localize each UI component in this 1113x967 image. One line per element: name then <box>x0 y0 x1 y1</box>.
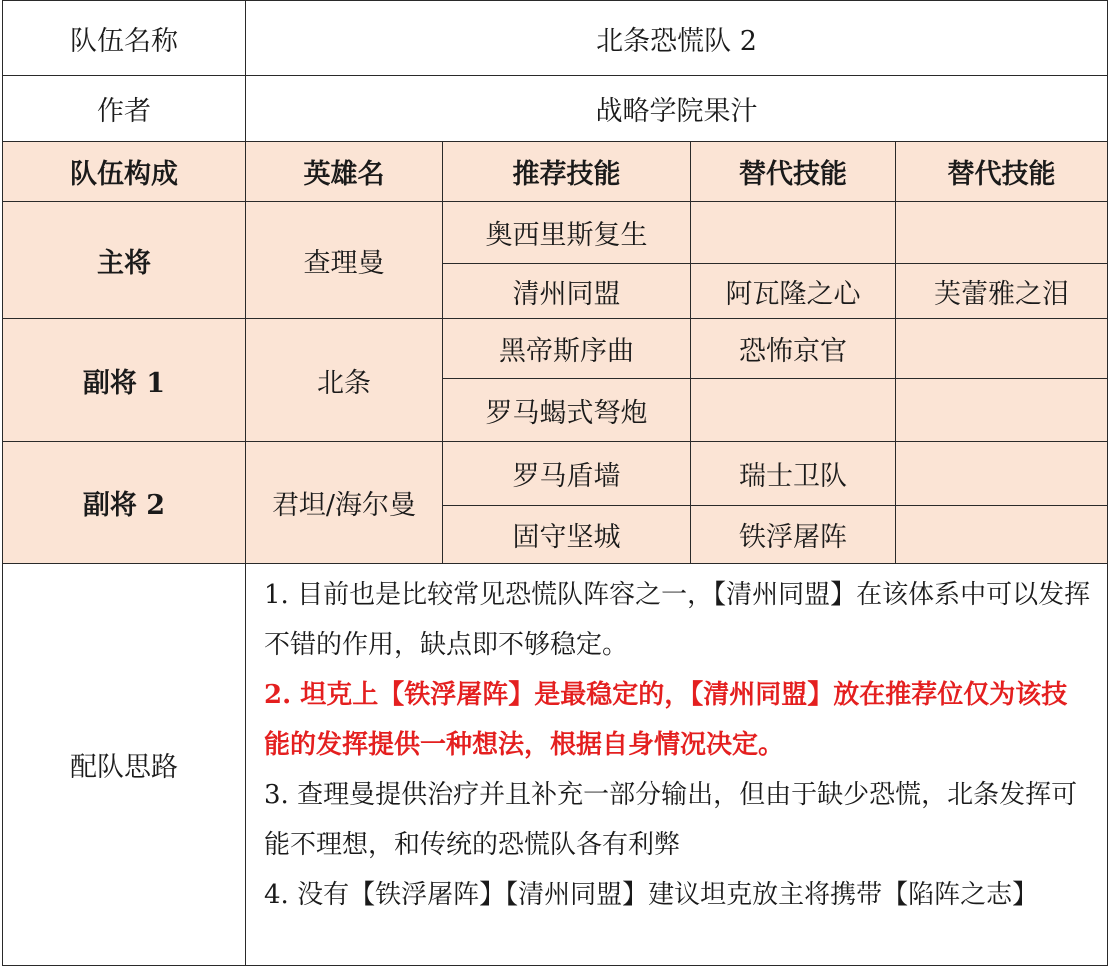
author-label: 作者 <box>3 76 246 142</box>
skill-cell: 铁浮屠阵 <box>691 506 896 564</box>
skill-cell <box>896 379 1108 442</box>
role-cell: 副将 1 <box>3 319 246 442</box>
skill-cell: 恐怖京官 <box>691 319 896 379</box>
skill-cell <box>896 319 1108 379</box>
author-row <box>3 76 1108 142</box>
hero-cell: 君坦/海尔曼 <box>246 442 443 564</box>
skill-cell: 罗马蝎式弩炮 <box>443 379 691 442</box>
header-hero: 英雄名 <box>246 142 443 202</box>
skill-cell <box>691 379 896 442</box>
skill-cell <box>896 506 1108 564</box>
skill-cell: 黑帝斯序曲 <box>443 319 691 379</box>
header-alt-skill-1: 替代技能 <box>691 142 896 202</box>
skill-cell: 奥西里斯复生 <box>443 202 691 264</box>
header-recommended-skill: 推荐技能 <box>443 142 691 202</box>
team-name-value: 北条恐慌队 2 <box>246 1 1108 76</box>
role-cell: 主将 <box>3 202 246 319</box>
table-row <box>3 202 1108 264</box>
skill-cell: 芙蕾雅之泪 <box>896 264 1108 319</box>
team-table <box>2 0 1108 966</box>
team-name-row <box>3 1 1108 76</box>
strategy-label: 配队思路 <box>3 564 246 966</box>
header-alt-skill-2: 替代技能 <box>896 142 1108 202</box>
skill-cell: 阿瓦隆之心 <box>691 264 896 319</box>
note-1: 1. 目前也是比较常见恐慌队阵容之一，【清州同盟】在该体系中可以发挥不错的作用，缺点即不够稳定。 <box>264 580 1091 660</box>
note-2: 2. 坦克上【铁浮屠阵】是最稳定的，【清州同盟】放在推荐位仅为该技能的发挥提供一种想法，根据自身情况决定。 <box>264 680 1068 760</box>
author-value: 战略学院果汁 <box>246 76 1108 142</box>
hero-cell: 查理曼 <box>246 202 443 319</box>
skill-cell <box>691 202 896 264</box>
skill-cell: 罗马盾墙 <box>443 442 691 506</box>
team-name-label: 队伍名称 <box>3 1 246 76</box>
strategy-row <box>3 564 1108 966</box>
note-3: 3. 查理曼提供治疗并且补充一部分输出，但由于缺少恐慌，北条发挥可能不理想，和传统的恐慌队各有利弊 <box>264 780 1078 860</box>
skill-cell: 瑞士卫队 <box>691 442 896 506</box>
skill-cell: 清州同盟 <box>443 264 691 319</box>
note-4: 4. 没有【铁浮屠阵】【清州同盟】建议坦克放主将携带【陷阵之志】 <box>264 880 1039 910</box>
skill-cell <box>896 202 1108 264</box>
skill-cell: 固守坚城 <box>443 506 691 564</box>
table-row <box>3 442 1108 506</box>
skill-cell <box>896 442 1108 506</box>
header-row <box>3 142 1108 202</box>
strategy-notes <box>246 564 1108 966</box>
hero-cell: 北条 <box>246 319 443 442</box>
header-composition: 队伍构成 <box>3 142 246 202</box>
role-cell: 副将 2 <box>3 442 246 564</box>
table-row <box>3 319 1108 379</box>
